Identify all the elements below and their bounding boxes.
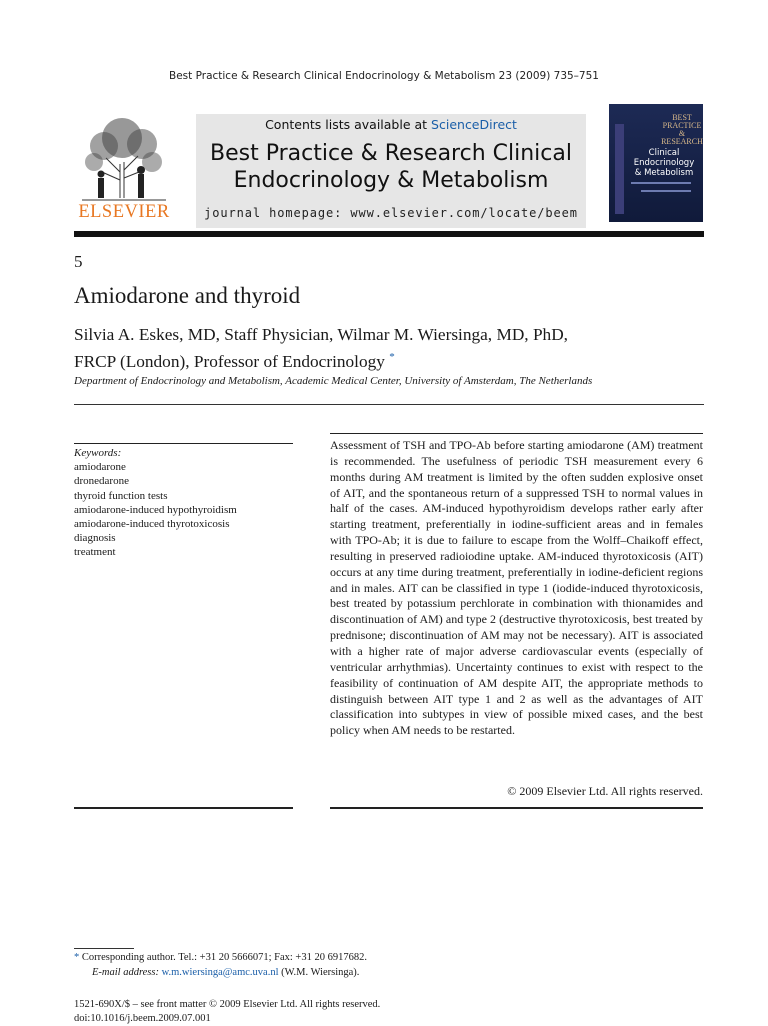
keyword-item: dronedarone — [74, 475, 129, 488]
sciencedirect-link[interactable]: ScienceDirect — [431, 117, 517, 132]
email-label: E-mail address: — [92, 966, 159, 978]
masthead-box — [196, 114, 586, 228]
email-link[interactable]: w.m.wiersinga@amc.uva.nl — [161, 966, 279, 978]
front-matter-info — [74, 998, 380, 1026]
keywords-rule-bottom — [74, 807, 293, 809]
cover-line — [641, 190, 691, 192]
cover-line — [631, 182, 691, 184]
email-owner: (W.M. Wiersinga). — [281, 966, 360, 978]
keyword-item: diagnosis — [74, 532, 116, 545]
doi-line[interactable]: doi:10.1016/j.beem.2009.07.001 — [74, 1013, 211, 1024]
journal-header — [74, 104, 704, 228]
footnote-rule — [74, 948, 134, 949]
running-head: Best Practice & Research Clinical Endocrinology & Metabolism 23 (2009) 735–751 — [169, 70, 599, 82]
keywords-label: Keywords: — [74, 447, 122, 459]
article-title: Amiodarone and thyroid — [74, 283, 301, 308]
journal-title-line-1: Best Practice & Research Clinical — [210, 141, 572, 166]
abstract-rule-bottom — [330, 807, 703, 809]
corresponding-author-mark[interactable]: * — [389, 351, 395, 363]
authors-line-2: FRCP (London), Professor of Endocrinology * — [74, 351, 395, 371]
keyword-item: treatment — [74, 546, 116, 559]
abstract-rule-top — [330, 433, 703, 434]
keyword-item: amiodarone — [74, 461, 126, 474]
elsevier-wordmark: ELSEVIER — [78, 202, 170, 222]
divider — [74, 404, 704, 405]
footnote-email-line — [74, 966, 704, 981]
keywords-list — [74, 460, 293, 559]
keyword-item: thyroid function tests — [74, 489, 168, 502]
issn-line: 1521-690X/$ – see front matter © 2009 Elsevier Ltd. All rights reserved. — [74, 999, 381, 1010]
keywords-block — [74, 446, 293, 560]
contents-line — [196, 117, 586, 132]
affiliation: Department of Endocrinology and Metabolism, Academic Medical Center, University of Amsterdam, The Netherlands — [74, 375, 593, 387]
journal-homepage[interactable]: journal homepage: www.elsevier.com/locate/beem — [204, 206, 578, 220]
keyword-item: amiodarone-induced thyrotoxicosis — [74, 518, 230, 531]
abstract-text: Assessment of TSH and TPO-Ab before starting amiodarone (AM) treatment is recommended. The usefulness of periodic TSH measurement every 6 months during AM treatment is limited by the often sudden explosive onset of AIT, and the spontaneous return of a suppressed TSH to normal values in half of the cases. AM-induced hypothyroidism develops rather early after starting treatment, preferentially in iodine-sufficient areas and in females with TPO-Ab; it is due to failure to escape from the Wolff–Chaikoff effect, resulting in preserved radioiodine uptake. AM-induced thyrotoxicosis (AIT) occurs at any time during treatment, preferentially in iodine-deficient regions and in males. AIT can be classified in type 1 (iodide-induced thyrotoxicosis, best treated by potassium perchlorate in combination with thionamides and discontinuation of AM) and type 2 (destructive thyrotoxicosis, best treated by prednisone; discontinuation of AM may not be necessary). AIT is associated with a higher rate of major adverse cardiovascular events (especially of ventricular arrhythmias). Uncertainty continues to exist with respect to the feasibility of continuation of AM despite AIT, the appropriate methods to distinguish between AIT type 1 and 2 as well as the advantages of AIT classification into subtypes in view of possible mixed cases, and the best policy when AM needs to be restarted. — [330, 438, 703, 738]
authors-line-1: Silvia A. Eskes, MD, Staff Physician, Wilmar M. Wiersinga, MD, PhD, — [74, 325, 568, 344]
contents-prefix: Contents lists available at — [265, 117, 428, 132]
abstract-copyright: © 2009 Elsevier Ltd. All rights reserved. — [507, 784, 703, 798]
journal-title — [196, 140, 586, 194]
chapter-number: 5 — [74, 252, 83, 271]
cover-spine-band — [615, 124, 624, 214]
keyword-item: amiodarone-induced hypothyroidism — [74, 503, 237, 516]
cover-title: Clinical Endocrinology & Metabolism — [633, 148, 695, 178]
cover-series-label: BEST PRACTICE & RESEARCH — [661, 113, 703, 146]
journal-title-line-2: Endocrinology & Metabolism — [233, 168, 549, 193]
header-rule — [74, 231, 704, 237]
journal-cover-image — [609, 104, 703, 222]
keywords-rule-top — [74, 443, 293, 444]
footnote — [74, 951, 704, 980]
footnote-corresponding: * Corresponding author. Tel.: +31 20 5666071; Fax: +31 20 6917682. — [74, 952, 367, 963]
footnote-mark: * — [74, 952, 80, 963]
author-list — [74, 323, 704, 373]
